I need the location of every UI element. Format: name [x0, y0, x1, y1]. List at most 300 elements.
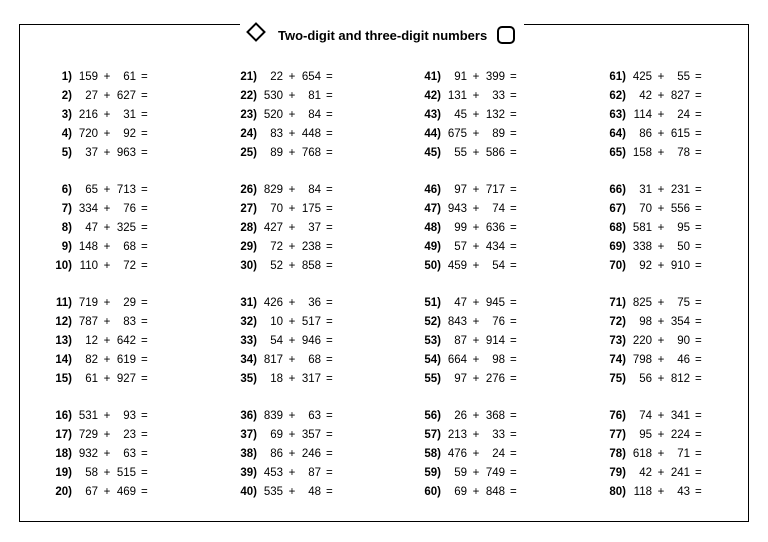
- plus-operator: +: [288, 71, 296, 83]
- addend-b: 858: [301, 260, 321, 272]
- equals-sign: =: [510, 486, 517, 498]
- addend-b: 46: [677, 354, 690, 366]
- equals-sign: =: [326, 335, 333, 347]
- addend-b: 33: [492, 90, 505, 102]
- equals-sign: =: [141, 486, 148, 498]
- equals-sign: =: [141, 316, 148, 328]
- problem-row: [411, 238, 581, 257]
- addend-a: 216: [78, 109, 98, 121]
- addend-a: 114: [633, 109, 652, 121]
- addend-b: 76: [123, 203, 136, 215]
- problem-number: 42): [424, 90, 441, 102]
- addend-b: 224: [670, 429, 690, 441]
- addend-b: 75: [677, 297, 690, 309]
- equals-sign: =: [510, 90, 517, 102]
- addend-b: 341: [670, 410, 690, 422]
- addend-b: 29: [123, 297, 136, 309]
- addend-a: 581: [632, 222, 652, 234]
- addend-a: 334: [78, 203, 98, 215]
- problem-number: 4): [61, 128, 72, 140]
- problem-row: [596, 200, 766, 219]
- problem-number: 34): [240, 354, 257, 366]
- addend-b: 55: [677, 71, 690, 83]
- addend-a: 83: [270, 128, 283, 140]
- problem-number: 17): [55, 429, 72, 441]
- addend-b: 43: [677, 486, 690, 498]
- equals-sign: =: [141, 297, 148, 309]
- equals-sign: =: [510, 335, 517, 347]
- addend-a: 729: [78, 429, 98, 441]
- equals-sign: =: [141, 448, 148, 460]
- equals-sign: =: [141, 373, 148, 385]
- addend-b: 927: [116, 373, 136, 385]
- problem-row: [596, 313, 766, 332]
- addend-b: 515: [116, 467, 136, 479]
- problem-row: [596, 238, 766, 257]
- addend-a: 97: [454, 184, 467, 196]
- addend-b: 812: [670, 373, 690, 385]
- problem-row: [411, 370, 581, 389]
- equals-sign: =: [510, 222, 517, 234]
- equals-sign: =: [141, 222, 148, 234]
- equals-sign: =: [695, 429, 702, 441]
- addend-a: 520: [263, 109, 283, 121]
- equals-sign: =: [326, 448, 333, 460]
- addend-b: 76: [492, 316, 505, 328]
- problem-number: 51): [424, 297, 441, 309]
- plus-operator: +: [472, 297, 480, 309]
- plus-operator: +: [657, 241, 665, 253]
- equals-sign: =: [141, 335, 148, 347]
- problem-row: [227, 426, 397, 445]
- problem-row: [227, 144, 397, 163]
- plus-operator: +: [103, 335, 111, 347]
- equals-sign: =: [510, 354, 517, 366]
- addend-a: 476: [447, 448, 467, 460]
- addend-a: 719: [78, 297, 98, 309]
- problem-number: 76): [609, 410, 626, 422]
- problem-row: [42, 144, 212, 163]
- addend-b: 24: [677, 109, 690, 121]
- problem-row: [596, 370, 766, 389]
- plus-operator: +: [657, 373, 665, 385]
- problem-number: 41): [424, 71, 441, 83]
- addend-a: 427: [263, 222, 283, 234]
- addend-b: 717: [485, 184, 505, 196]
- addend-b: 48: [308, 486, 321, 498]
- addend-a: 61: [85, 373, 98, 385]
- equals-sign: =: [510, 297, 517, 309]
- problem-number: 50): [424, 260, 441, 272]
- plus-operator: +: [103, 448, 111, 460]
- equals-sign: =: [141, 109, 148, 121]
- problem-number: 5): [61, 147, 72, 159]
- problem-number: 58): [424, 448, 441, 460]
- addend-b: 61: [123, 71, 136, 83]
- problem-row: [42, 238, 212, 257]
- addend-a: 31: [639, 184, 652, 196]
- problem-row: [596, 257, 766, 276]
- equals-sign: =: [326, 109, 333, 121]
- addend-a: 47: [85, 222, 98, 234]
- addend-a: 535: [263, 486, 283, 498]
- equals-sign: =: [695, 354, 702, 366]
- addend-b: 63: [123, 448, 136, 460]
- problem-row: [227, 483, 397, 502]
- plus-operator: +: [288, 203, 296, 215]
- problem-number: 6): [61, 184, 72, 196]
- addend-b: 50: [677, 241, 690, 253]
- problem-number: 22): [240, 90, 257, 102]
- addend-a: 59: [454, 467, 467, 479]
- problem-number: 67): [609, 203, 626, 215]
- equals-sign: =: [510, 410, 517, 422]
- problem-row: [596, 68, 766, 87]
- problem-row: [411, 445, 581, 464]
- plus-operator: +: [472, 241, 480, 253]
- problem-number: 44): [424, 128, 441, 140]
- plus-operator: +: [657, 429, 665, 441]
- problem-row: [411, 87, 581, 106]
- equals-sign: =: [510, 241, 517, 253]
- problem-row: [596, 87, 766, 106]
- addend-b: 910: [670, 260, 690, 272]
- problem-row: [227, 125, 397, 144]
- plus-operator: +: [657, 467, 665, 479]
- equals-sign: =: [326, 222, 333, 234]
- problem-column-4: [596, 68, 766, 502]
- addend-a: 98: [639, 316, 652, 328]
- problem-number: 55): [424, 373, 441, 385]
- problem-number: 57): [424, 429, 441, 441]
- problem-number: 37): [240, 429, 257, 441]
- problem-number: 3): [61, 109, 72, 121]
- problem-number: 80): [609, 486, 626, 498]
- problem-number: 72): [609, 316, 626, 328]
- addend-b: 81: [308, 90, 321, 102]
- addend-b: 357: [301, 429, 321, 441]
- plus-operator: +: [472, 429, 480, 441]
- addend-b: 354: [670, 316, 690, 328]
- problem-row: [42, 407, 212, 426]
- equals-sign: =: [326, 429, 333, 441]
- equals-sign: =: [695, 147, 702, 159]
- equals-sign: =: [695, 90, 702, 102]
- addend-a: 42: [639, 90, 652, 102]
- plus-operator: +: [657, 448, 665, 460]
- equals-sign: =: [695, 316, 702, 328]
- plus-operator: +: [103, 222, 111, 234]
- problem-row: [411, 125, 581, 144]
- equals-sign: =: [695, 486, 702, 498]
- problem-row: [42, 332, 212, 351]
- problem-column-1: [42, 68, 212, 502]
- problem-number: 64): [609, 128, 626, 140]
- addend-a: 213: [447, 429, 467, 441]
- plus-operator: +: [657, 297, 665, 309]
- addend-b: 238: [301, 241, 321, 253]
- problem-number: 52): [424, 316, 441, 328]
- problem-row: [411, 464, 581, 483]
- equals-sign: =: [695, 410, 702, 422]
- problem-row: [42, 370, 212, 389]
- addend-a: 220: [632, 335, 652, 347]
- addend-a: 618: [632, 448, 652, 460]
- addend-a: 675: [447, 128, 467, 140]
- plus-operator: +: [288, 335, 296, 347]
- problem-number: 45): [424, 147, 441, 159]
- problem-number: 36): [240, 410, 257, 422]
- problem-number: 29): [240, 241, 257, 253]
- plus-operator: +: [288, 147, 296, 159]
- addend-a: 22: [270, 71, 283, 83]
- problem-number: 39): [240, 467, 257, 479]
- addend-b: 74: [492, 203, 505, 215]
- plus-operator: +: [288, 222, 296, 234]
- problem-number: 24): [240, 128, 257, 140]
- addend-b: 132: [485, 109, 505, 121]
- problem-row: [227, 370, 397, 389]
- equals-sign: =: [141, 128, 148, 140]
- equals-sign: =: [326, 260, 333, 272]
- problem-row: [411, 407, 581, 426]
- plus-operator: +: [103, 373, 111, 385]
- plus-operator: +: [288, 429, 296, 441]
- problem-row: [596, 351, 766, 370]
- addend-a: 159: [78, 71, 98, 83]
- problem-row: [42, 313, 212, 332]
- plus-operator: +: [288, 373, 296, 385]
- problem-row: [42, 483, 212, 502]
- addend-b: 619: [116, 354, 136, 366]
- addend-a: 86: [639, 128, 652, 140]
- plus-operator: +: [472, 410, 480, 422]
- addend-b: 469: [116, 486, 136, 498]
- equals-sign: =: [695, 335, 702, 347]
- plus-operator: +: [103, 71, 111, 83]
- plus-operator: +: [103, 486, 111, 498]
- problem-row: [411, 294, 581, 313]
- problem-column-2: [227, 68, 397, 502]
- equals-sign: =: [326, 71, 333, 83]
- equals-sign: =: [141, 203, 148, 215]
- problem-number: 35): [240, 373, 257, 385]
- equals-sign: =: [510, 260, 517, 272]
- problem-number: 31): [240, 297, 257, 309]
- plus-operator: +: [288, 241, 296, 253]
- problem-row: [42, 87, 212, 106]
- problem-number: 61): [609, 71, 626, 83]
- plus-operator: +: [472, 448, 480, 460]
- problem-number: 49): [424, 241, 441, 253]
- plus-operator: +: [657, 147, 665, 159]
- addend-b: 83: [123, 316, 136, 328]
- problem-number: 7): [61, 203, 72, 215]
- problem-number: 68): [609, 222, 626, 234]
- problem-row: [227, 87, 397, 106]
- problem-row: [411, 68, 581, 87]
- problem-row: [227, 238, 397, 257]
- equals-sign: =: [326, 90, 333, 102]
- addend-a: 426: [263, 297, 283, 309]
- plus-operator: +: [103, 467, 111, 479]
- problem-number: 47): [424, 203, 441, 215]
- plus-operator: +: [103, 410, 111, 422]
- plus-operator: +: [472, 109, 480, 121]
- problem-row: [411, 219, 581, 238]
- addend-a: 37: [85, 147, 98, 159]
- problem-row: [411, 332, 581, 351]
- problem-number: 1): [61, 71, 72, 83]
- addend-a: 787: [78, 316, 98, 328]
- plus-operator: +: [472, 222, 480, 234]
- addend-b: 175: [301, 203, 321, 215]
- problem-row: [42, 200, 212, 219]
- problem-row: [596, 294, 766, 313]
- equals-sign: =: [695, 260, 702, 272]
- addend-b: 914: [485, 335, 505, 347]
- equals-sign: =: [695, 109, 702, 121]
- plus-operator: +: [288, 467, 296, 479]
- plus-operator: +: [288, 109, 296, 121]
- addend-a: 839: [263, 410, 283, 422]
- addend-b: 556: [670, 203, 690, 215]
- problem-row: [42, 464, 212, 483]
- addend-a: 110: [79, 260, 98, 272]
- addend-b: 246: [301, 448, 321, 460]
- plus-operator: +: [472, 373, 480, 385]
- problem-number: 75): [609, 373, 626, 385]
- problem-number: 2): [61, 90, 72, 102]
- equals-sign: =: [695, 297, 702, 309]
- problem-row: [411, 200, 581, 219]
- problem-row: [411, 144, 581, 163]
- equals-sign: =: [510, 448, 517, 460]
- plus-operator: +: [103, 297, 111, 309]
- problem-number: 21): [240, 71, 257, 83]
- problem-row: [227, 332, 397, 351]
- addend-b: 276: [485, 373, 505, 385]
- addend-b: 71: [677, 448, 690, 460]
- problem-number: 12): [55, 316, 72, 328]
- addend-b: 654: [301, 71, 321, 83]
- problem-number: 23): [240, 109, 257, 121]
- addend-b: 78: [677, 147, 690, 159]
- problem-number: 71): [609, 297, 626, 309]
- problem-row: [227, 181, 397, 200]
- problem-number: 16): [55, 410, 72, 422]
- addend-a: 131: [447, 90, 467, 102]
- problem-number: 66): [609, 184, 626, 196]
- equals-sign: =: [695, 184, 702, 196]
- plus-operator: +: [103, 354, 111, 366]
- problem-number: 70): [609, 260, 626, 272]
- plus-operator: +: [288, 184, 296, 196]
- addend-b: 368: [485, 410, 505, 422]
- addend-b: 434: [485, 241, 505, 253]
- plus-operator: +: [103, 128, 111, 140]
- problem-number: 60): [424, 486, 441, 498]
- addend-b: 68: [308, 354, 321, 366]
- plus-operator: +: [657, 354, 665, 366]
- addend-a: 69: [454, 486, 467, 498]
- problem-number: 27): [240, 203, 257, 215]
- addend-a: 943: [447, 203, 467, 215]
- equals-sign: =: [326, 241, 333, 253]
- problem-number: 48): [424, 222, 441, 234]
- plus-operator: +: [472, 128, 480, 140]
- problem-row: [411, 351, 581, 370]
- problem-row: [411, 426, 581, 445]
- problem-row: [42, 125, 212, 144]
- problem-number: 54): [424, 354, 441, 366]
- addend-a: 531: [78, 410, 98, 422]
- addend-a: 99: [454, 222, 467, 234]
- plus-operator: +: [657, 316, 665, 328]
- addend-a: 67: [85, 486, 98, 498]
- addend-a: 158: [632, 147, 652, 159]
- equals-sign: =: [695, 203, 702, 215]
- plus-operator: +: [472, 147, 480, 159]
- plus-operator: +: [472, 90, 480, 102]
- plus-operator: +: [657, 203, 665, 215]
- addend-b: 317: [301, 373, 321, 385]
- problem-number: 33): [240, 335, 257, 347]
- addend-b: 848: [485, 486, 505, 498]
- problem-number: 38): [240, 448, 257, 460]
- plus-operator: +: [472, 335, 480, 347]
- problem-number: 40): [240, 486, 257, 498]
- plus-operator: +: [103, 109, 111, 121]
- equals-sign: =: [141, 184, 148, 196]
- addend-b: 713: [116, 184, 136, 196]
- problem-number: 56): [424, 410, 441, 422]
- equals-sign: =: [695, 373, 702, 385]
- problem-row: [596, 483, 766, 502]
- problem-number: 59): [424, 467, 441, 479]
- plus-operator: +: [657, 128, 665, 140]
- problem-number: 43): [424, 109, 441, 121]
- addend-a: 825: [632, 297, 652, 309]
- addend-a: 26: [454, 410, 467, 422]
- equals-sign: =: [141, 467, 148, 479]
- addend-a: 97: [454, 373, 467, 385]
- problem-number: 28): [240, 222, 257, 234]
- addend-b: 72: [123, 260, 136, 272]
- problem-number: 8): [61, 222, 72, 234]
- addend-a: 338: [632, 241, 652, 253]
- problem-row: [227, 351, 397, 370]
- addend-b: 84: [308, 184, 321, 196]
- addend-a: 70: [270, 203, 283, 215]
- problem-row: [42, 426, 212, 445]
- equals-sign: =: [510, 429, 517, 441]
- problem-number: 32): [240, 316, 257, 328]
- problem-row: [596, 144, 766, 163]
- problem-row: [42, 351, 212, 370]
- addend-b: 37: [308, 222, 321, 234]
- addend-a: 52: [270, 260, 283, 272]
- equals-sign: =: [510, 316, 517, 328]
- equals-sign: =: [695, 222, 702, 234]
- equals-sign: =: [510, 147, 517, 159]
- addend-b: 93: [123, 410, 136, 422]
- equals-sign: =: [695, 448, 702, 460]
- plus-operator: +: [288, 354, 296, 366]
- problem-number: 10): [55, 260, 72, 272]
- problem-number: 65): [609, 147, 626, 159]
- plus-operator: +: [288, 297, 296, 309]
